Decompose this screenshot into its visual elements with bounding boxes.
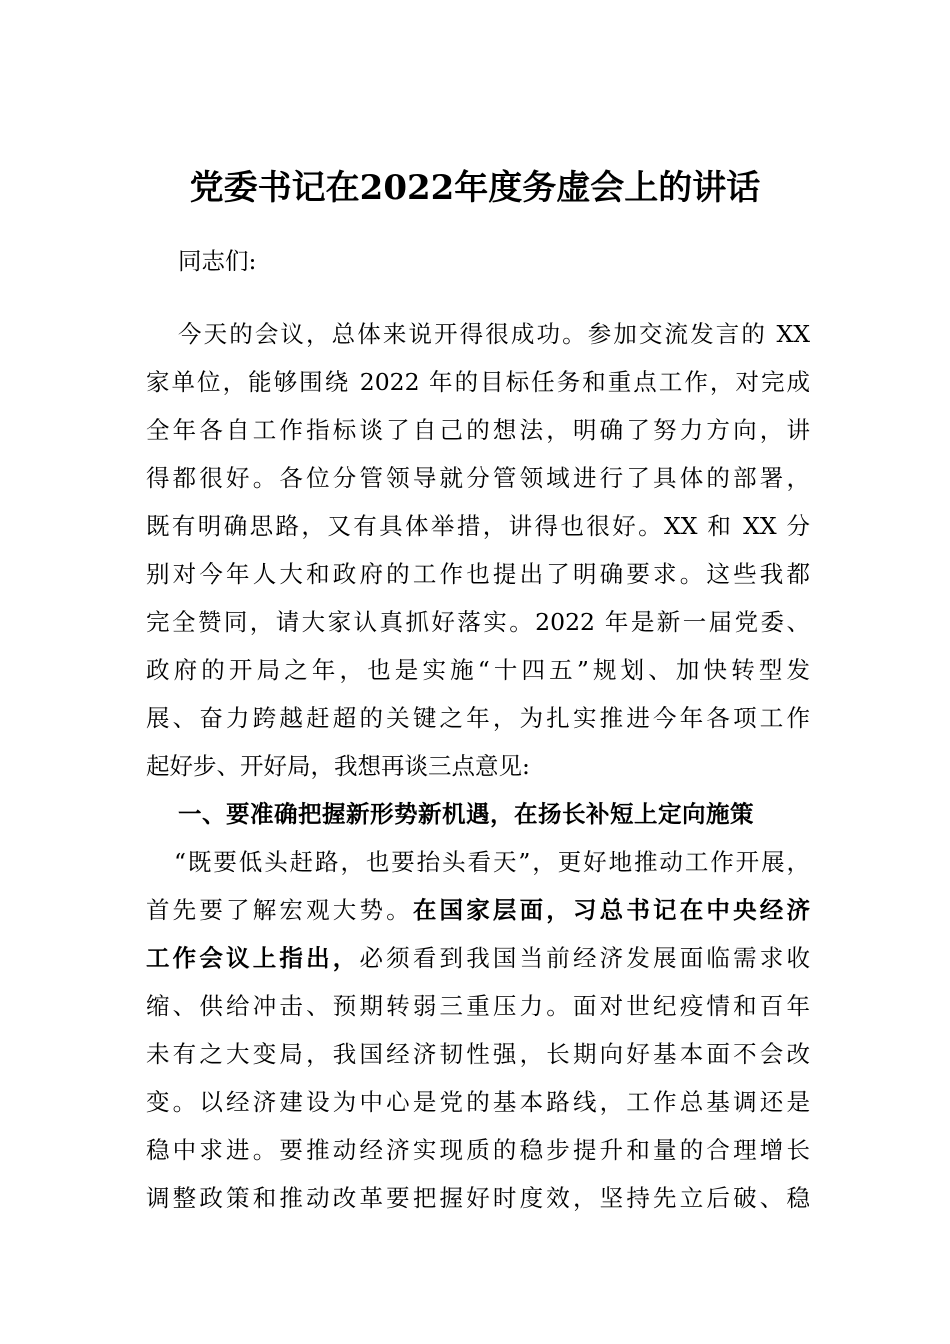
paragraph-line: 今天的会议，总体来说开得很成功。参加交流发言的 XX [178,320,810,348]
paragraph-line: 缩、供给冲击、预期转弱三重压力。面对世纪疫情和百年 [146,992,810,1020]
paragraph-line: 完全赞同，请大家认真抓好落实。2022 年是新一届党委、 [146,608,810,636]
paragraph-line: 起好步、开好局，我想再谈三点意见: [146,752,530,780]
paragraph-line-mixed [146,886,810,934]
paragraph-line: 未有之大变局，我国经济韧性强，长期向好基本面不会改 [146,1040,810,1068]
paragraph-text: 首先要了解宏观大势。 [146,896,413,924]
paragraph-line: 政府的开局之年，也是实施“十四五”规划、加快转型发 [146,656,810,684]
paragraph-line-mixed [146,934,810,982]
paragraph-line: 别对今年人大和政府的工作也提出了明确要求。这些我都 [146,560,810,588]
paragraph-line: 调整政策和推动改革要把握好时度效，坚持先立后破、稳 [146,1184,810,1212]
emphasis-text: 在国家层面，习总书记在中央经济 [412,896,810,924]
paragraph-line: 稳中求进。要推动经济实现质的稳步提升和量的合理增长 [146,1136,810,1164]
paragraph-line: “既要低头赶路，也要抬头看天”，更好地推动工作开展， [174,848,810,876]
paragraph-text: 必须看到我国当前经济发展面临需求收 [359,944,810,972]
paragraph-line: 变。以经济建设为中心是党的基本路线，工作总基调还是 [146,1088,810,1116]
paragraph-line: 全年各自工作指标谈了自己的想法，明确了努力方向，讲 [146,416,810,444]
emphasis-text: 工作会议上指出， [146,944,360,972]
paragraph-line: 得都很好。各位分管领导就分管领域进行了具体的部署， [146,464,810,492]
paragraph-line: 既有明确思路，又有具体举措，讲得也很好。XX 和 XX 分 [146,512,810,540]
section-heading: 一、要准确把握新形势新机遇，在扬长补短上定向施策 [178,800,754,828]
document-title: 党委书记在2022年度务虚会上的讲话 [189,168,761,208]
paragraph-line: 家单位，能够围绕 2022 年的目标任务和重点工作，对完成 [146,368,810,396]
paragraph-line: 展、奋力跨越赶超的关键之年，为扎实推进今年各项工作 [146,704,810,732]
salutation: 同志们: [178,247,257,275]
